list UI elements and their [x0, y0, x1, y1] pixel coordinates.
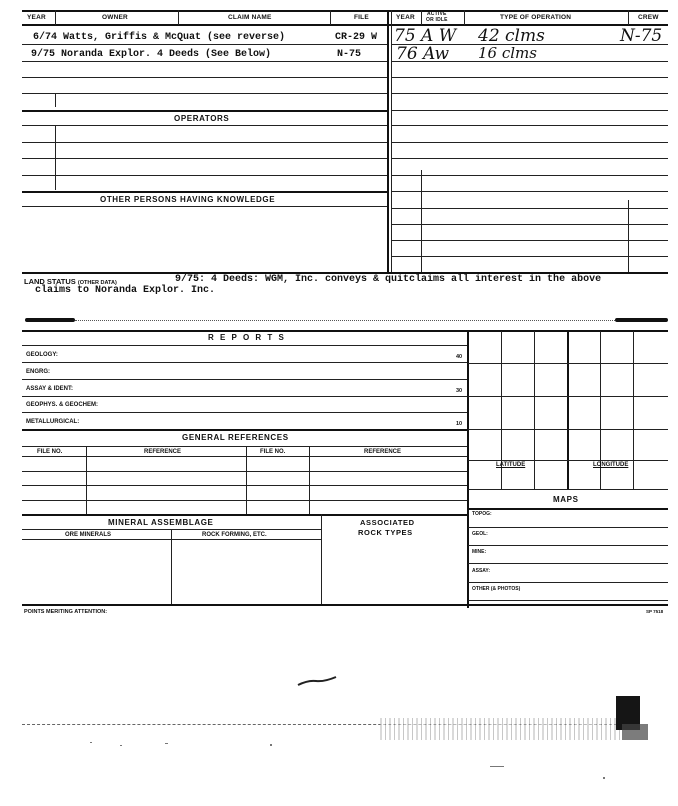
scan-speck	[270, 744, 272, 746]
reports-bottom-rule	[22, 429, 467, 431]
header-active: ACTIVE	[427, 11, 447, 17]
header-divider	[55, 10, 56, 25]
operators-top-rule	[22, 110, 387, 112]
operation-1-crew: N-75	[620, 26, 663, 46]
maps-row-line	[468, 582, 668, 583]
operation-1-year-active: 75 A W	[394, 26, 457, 46]
tick-line	[55, 126, 56, 190]
redaction-bar	[25, 318, 75, 322]
references-row-line	[22, 500, 467, 501]
persons-row-line	[22, 206, 387, 207]
header-type-of-operation: TYPE OF OPERATION	[500, 14, 572, 21]
scan-speck	[120, 745, 122, 746]
references-column-line	[309, 446, 310, 514]
mineral-assemblage-heading: MINERAL ASSEMBLAGE	[108, 518, 214, 527]
reports-row-line	[22, 379, 467, 380]
map-assay: ASSAY:	[472, 568, 491, 574]
report-geophys: GEOPHYS. & GEOCHEM:	[26, 402, 99, 408]
longitude-label: LONGITUDE	[593, 462, 629, 468]
land-status-rule	[75, 320, 615, 321]
maps-header-rule	[468, 508, 668, 510]
header-owner: OWNER	[102, 14, 128, 21]
references-bottom-rule	[22, 514, 467, 516]
maps-row-line	[468, 545, 668, 546]
ops-row-line	[392, 224, 668, 225]
ops-row-line	[392, 208, 668, 209]
grid-row-line	[468, 429, 668, 430]
land-status-line-2: claims to Noranda Explor. Inc.	[35, 285, 216, 296]
scan-speck	[490, 766, 504, 767]
ops-row-line	[392, 77, 668, 78]
maps-row-line	[468, 563, 668, 564]
header-divider	[628, 10, 629, 25]
ref-reference-1: REFERENCE	[144, 449, 182, 455]
scan-noise-band	[380, 718, 620, 740]
reports-top-rule	[22, 330, 668, 332]
header-divider	[330, 10, 331, 25]
rock-types-heading: ROCK TYPES	[358, 528, 413, 537]
header-year: YEAR	[27, 14, 46, 21]
ref-file-no-1: FILE NO.	[37, 449, 63, 455]
grid-row-line	[468, 396, 668, 397]
ore-minerals-label: ORE MINERALS	[65, 532, 112, 538]
maps-row-line	[468, 527, 668, 528]
maps-row-line	[468, 600, 668, 601]
main-column-divider	[387, 10, 389, 272]
land-status-label-text: LAND STATUS	[24, 277, 76, 286]
header-divider	[178, 10, 179, 25]
report-geology-num: 40	[456, 354, 463, 360]
operation-2-year-active: 76 Aw	[396, 44, 450, 64]
ops-row-line	[392, 125, 668, 126]
form-bottom-rule	[22, 604, 668, 606]
ref-file-no-2: FILE NO.	[260, 449, 286, 455]
scan-dark-smudge	[622, 724, 648, 740]
latitude-label: LATITUDE	[496, 462, 526, 468]
report-assay: ASSAY & IDENT:	[26, 386, 74, 392]
form-number: SP 7518	[646, 609, 664, 614]
reports-row-line	[22, 396, 467, 397]
report-engrg: ENGRG:	[26, 369, 50, 375]
map-mine: MINE:	[472, 549, 487, 555]
report-metallurgical: METALLURGICAL:	[26, 419, 80, 425]
operators-row-line	[22, 125, 387, 126]
ops-row-line	[392, 240, 668, 241]
operation-1-type: 42 clms	[478, 26, 545, 46]
operators-row-line	[22, 142, 387, 143]
ops-row-line	[392, 93, 668, 94]
ops-row-line	[392, 110, 668, 111]
owner-row-1: 6/74 Watts, Griffis & McQuat (see reverse)	[33, 32, 286, 43]
reports-heading: R E P O R T S	[208, 333, 286, 342]
report-metallurgical-num: 10	[456, 421, 463, 427]
grid-column-line	[633, 331, 634, 489]
owner-row-2: 9/75 Noranda Explor. 4 Deeds (See Below)	[31, 49, 272, 60]
land-status-line-1: 9/75: 4 Deeds: WGM, Inc. conveys & quitclaims all interest in the above	[175, 274, 602, 285]
grid-row-line	[468, 363, 668, 364]
header-top-rule	[22, 10, 668, 12]
operators-row-line	[22, 158, 387, 159]
grid-bottom-line	[468, 489, 668, 490]
owner-row-2-file: N-75	[337, 49, 362, 60]
associated-heading: ASSOCIATED	[360, 518, 415, 527]
mineral-column-line	[321, 514, 322, 604]
ops-column-line	[421, 170, 422, 272]
general-references-heading: GENERAL REFERENCES	[182, 433, 289, 442]
owner-row-line	[22, 61, 387, 62]
map-other: OTHER (& PHOTOS)	[472, 586, 521, 592]
reports-row-line	[22, 345, 467, 346]
maps-heading: MAPS	[553, 495, 579, 504]
header-divider	[421, 10, 422, 25]
persons-top-rule	[22, 191, 387, 193]
right-panel-divider	[467, 330, 469, 608]
tick-line	[55, 93, 56, 107]
scan-speck	[165, 743, 168, 744]
references-column-line	[86, 446, 87, 514]
reports-row-line	[22, 412, 467, 413]
header-bottom-rule	[22, 24, 668, 26]
ops-row-line	[392, 191, 668, 192]
owner-row-line	[22, 77, 387, 78]
report-geology: GEOLOGY:	[26, 352, 58, 358]
rock-forming-label: ROCK FORMING, ETC.	[202, 532, 267, 538]
scan-speck	[603, 777, 605, 779]
ref-reference-2: REFERENCE	[364, 449, 402, 455]
ops-row-line	[392, 158, 668, 159]
mineral-column-line	[171, 530, 172, 604]
references-row-line	[22, 471, 467, 472]
grid-row-line	[468, 460, 668, 461]
main-column-divider-inner	[391, 10, 392, 272]
land-status-sublabel: (OTHER DATA)	[77, 280, 117, 286]
other-persons-heading: OTHER PERSONS HAVING KNOWLEDGE	[100, 195, 276, 204]
scan-speck	[90, 742, 92, 743]
references-header-rule	[22, 446, 467, 447]
ops-row-line	[392, 256, 668, 257]
ops-row-line	[392, 142, 668, 143]
grid-column-line	[567, 331, 569, 489]
points-meriting-attention: POINTS MERITING ATTENTION:	[24, 609, 108, 615]
header-divider	[464, 10, 465, 25]
references-row-line	[22, 456, 467, 457]
operators-heading: OPERATORS	[174, 114, 230, 123]
owner-row-1-file: CR-29 W	[335, 32, 378, 43]
reports-row-line	[22, 362, 467, 363]
header-crew: CREW	[638, 14, 659, 21]
header-or-idle: OR IDLE	[426, 17, 448, 23]
grid-column-line	[534, 331, 535, 489]
operation-2-type: 16 clms	[478, 44, 537, 62]
redaction-bar	[615, 318, 668, 322]
operators-row-line	[22, 175, 387, 176]
header-claim-name: CLAIM NAME	[228, 14, 272, 21]
report-assay-num: 30	[456, 388, 463, 394]
owner-row-line	[22, 44, 387, 45]
ops-row-line	[392, 175, 668, 176]
ops-column-line	[628, 200, 629, 272]
references-row-line	[22, 485, 467, 486]
map-topog: TOPOG:	[472, 511, 492, 517]
map-geol: GEOL:	[472, 531, 488, 537]
header-year-2: YEAR	[396, 14, 415, 21]
header-file: FILE	[354, 14, 369, 21]
owner-row-line	[22, 93, 387, 94]
ink-mark	[296, 674, 338, 688]
references-column-line	[246, 446, 247, 514]
